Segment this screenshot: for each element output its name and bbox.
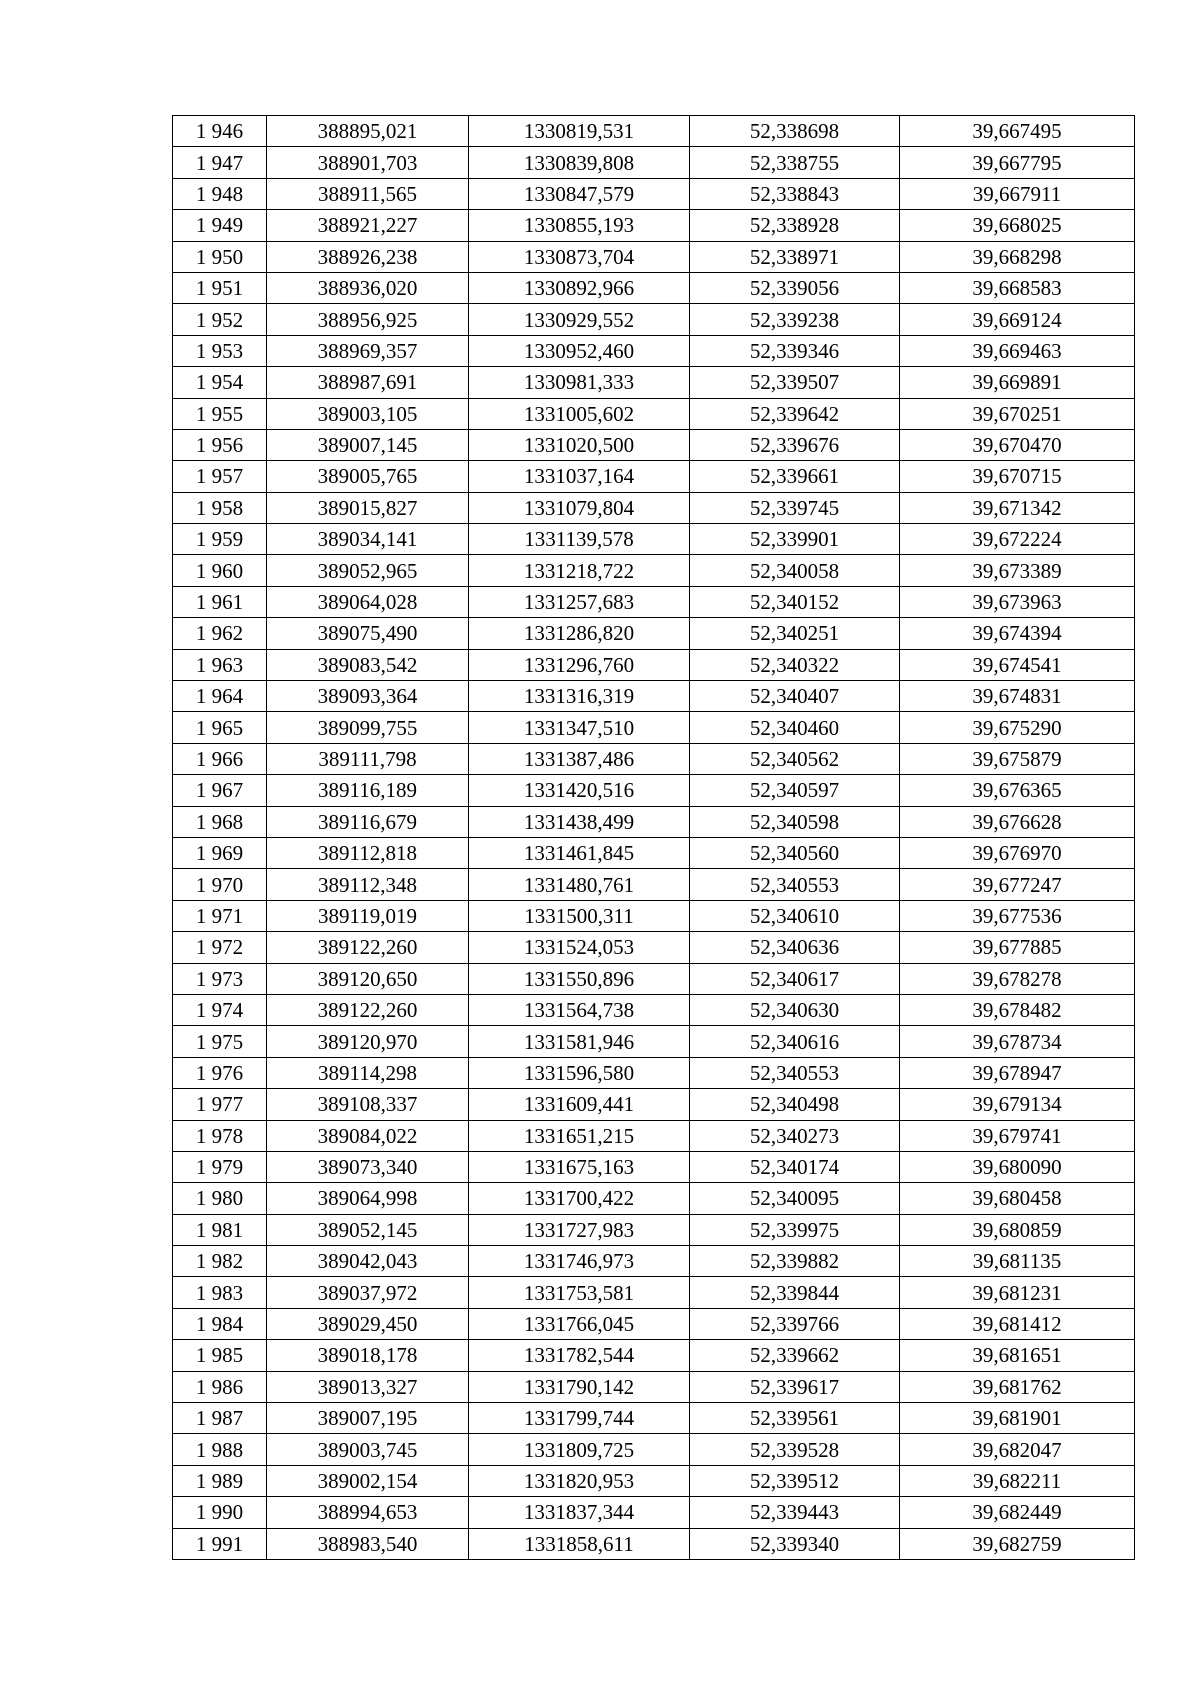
latitude-cell: 52,340174 xyxy=(690,1151,900,1182)
x-coordinate-cell: 389099,755 xyxy=(267,712,469,743)
table-row xyxy=(173,681,1135,712)
latitude-cell: 52,340498 xyxy=(690,1089,900,1120)
longitude-cell: 39,677885 xyxy=(900,932,1135,963)
point-number-cell: 1 948 xyxy=(173,178,267,209)
point-number-cell: 1 951 xyxy=(173,272,267,303)
latitude-cell: 52,339844 xyxy=(690,1277,900,1308)
latitude-cell: 52,340616 xyxy=(690,1026,900,1057)
table-row xyxy=(173,1371,1135,1402)
y-coordinate-cell: 1330847,579 xyxy=(469,178,690,209)
longitude-cell: 39,681762 xyxy=(900,1371,1135,1402)
longitude-cell: 39,681901 xyxy=(900,1403,1135,1434)
longitude-cell: 39,678278 xyxy=(900,963,1135,994)
x-coordinate-cell: 389007,195 xyxy=(267,1403,469,1434)
x-coordinate-cell: 389003,105 xyxy=(267,398,469,429)
longitude-cell: 39,680458 xyxy=(900,1183,1135,1214)
y-coordinate-cell: 1330892,966 xyxy=(469,272,690,303)
point-number-cell: 1 973 xyxy=(173,963,267,994)
latitude-cell: 52,340630 xyxy=(690,994,900,1025)
latitude-cell: 52,339238 xyxy=(690,304,900,335)
x-coordinate-cell: 389083,542 xyxy=(267,649,469,680)
y-coordinate-cell: 1331420,516 xyxy=(469,775,690,806)
longitude-cell: 39,667495 xyxy=(900,116,1135,147)
x-coordinate-cell: 389007,145 xyxy=(267,429,469,460)
table-row xyxy=(173,492,1135,523)
x-coordinate-cell: 388936,020 xyxy=(267,272,469,303)
point-number-cell: 1 981 xyxy=(173,1214,267,1245)
table-row xyxy=(173,1214,1135,1245)
y-coordinate-cell: 1331727,983 xyxy=(469,1214,690,1245)
longitude-cell: 39,669124 xyxy=(900,304,1135,335)
point-number-cell: 1 965 xyxy=(173,712,267,743)
longitude-cell: 39,681651 xyxy=(900,1340,1135,1371)
x-coordinate-cell: 388983,540 xyxy=(267,1528,469,1559)
x-coordinate-cell: 389084,022 xyxy=(267,1120,469,1151)
table-row xyxy=(173,806,1135,837)
latitude-cell: 52,340152 xyxy=(690,586,900,617)
point-number-cell: 1 984 xyxy=(173,1308,267,1339)
latitude-cell: 52,340560 xyxy=(690,837,900,868)
latitude-cell: 52,339661 xyxy=(690,461,900,492)
longitude-cell: 39,677536 xyxy=(900,900,1135,931)
x-coordinate-cell: 389018,178 xyxy=(267,1340,469,1371)
longitude-cell: 39,676970 xyxy=(900,837,1135,868)
longitude-cell: 39,680859 xyxy=(900,1214,1135,1245)
latitude-cell: 52,339507 xyxy=(690,367,900,398)
y-coordinate-cell: 1331524,053 xyxy=(469,932,690,963)
y-coordinate-cell: 1331799,744 xyxy=(469,1403,690,1434)
y-coordinate-cell: 1331820,953 xyxy=(469,1465,690,1496)
table-row xyxy=(173,994,1135,1025)
longitude-cell: 39,673963 xyxy=(900,586,1135,617)
x-coordinate-cell: 389064,998 xyxy=(267,1183,469,1214)
x-coordinate-cell: 389037,972 xyxy=(267,1277,469,1308)
table-row xyxy=(173,335,1135,366)
point-number-cell: 1 969 xyxy=(173,837,267,868)
longitude-cell: 39,677247 xyxy=(900,869,1135,900)
table-row xyxy=(173,1465,1135,1496)
y-coordinate-cell: 1331651,215 xyxy=(469,1120,690,1151)
longitude-cell: 39,679134 xyxy=(900,1089,1135,1120)
point-number-cell: 1 961 xyxy=(173,586,267,617)
table-row xyxy=(173,1026,1135,1057)
latitude-cell: 52,338755 xyxy=(690,147,900,178)
y-coordinate-cell: 1331020,500 xyxy=(469,429,690,460)
x-coordinate-cell: 389042,043 xyxy=(267,1246,469,1277)
x-coordinate-cell: 389112,348 xyxy=(267,869,469,900)
x-coordinate-cell: 388994,653 xyxy=(267,1497,469,1528)
point-number-cell: 1 990 xyxy=(173,1497,267,1528)
y-coordinate-cell: 1331790,142 xyxy=(469,1371,690,1402)
latitude-cell: 52,339901 xyxy=(690,524,900,555)
table-row xyxy=(173,147,1135,178)
point-number-cell: 1 970 xyxy=(173,869,267,900)
y-coordinate-cell: 1331581,946 xyxy=(469,1026,690,1057)
latitude-cell: 52,340598 xyxy=(690,806,900,837)
point-number-cell: 1 985 xyxy=(173,1340,267,1371)
point-number-cell: 1 957 xyxy=(173,461,267,492)
longitude-cell: 39,676628 xyxy=(900,806,1135,837)
y-coordinate-cell: 1331079,804 xyxy=(469,492,690,523)
x-coordinate-cell: 388921,227 xyxy=(267,210,469,241)
table-row xyxy=(173,618,1135,649)
x-coordinate-cell: 389034,141 xyxy=(267,524,469,555)
y-coordinate-cell: 1331005,602 xyxy=(469,398,690,429)
latitude-cell: 52,339056 xyxy=(690,272,900,303)
table-row xyxy=(173,1497,1135,1528)
x-coordinate-cell: 389112,818 xyxy=(267,837,469,868)
longitude-cell: 39,680090 xyxy=(900,1151,1135,1182)
longitude-cell: 39,681412 xyxy=(900,1308,1135,1339)
point-number-cell: 1 960 xyxy=(173,555,267,586)
longitude-cell: 39,674831 xyxy=(900,681,1135,712)
longitude-cell: 39,670715 xyxy=(900,461,1135,492)
x-coordinate-cell: 389108,337 xyxy=(267,1089,469,1120)
latitude-cell: 52,340636 xyxy=(690,932,900,963)
y-coordinate-cell: 1331837,344 xyxy=(469,1497,690,1528)
latitude-cell: 52,339662 xyxy=(690,1340,900,1371)
x-coordinate-cell: 388969,357 xyxy=(267,335,469,366)
point-number-cell: 1 966 xyxy=(173,743,267,774)
x-coordinate-cell: 388987,691 xyxy=(267,367,469,398)
point-number-cell: 1 976 xyxy=(173,1057,267,1088)
table-row xyxy=(173,743,1135,774)
latitude-cell: 52,339561 xyxy=(690,1403,900,1434)
y-coordinate-cell: 1330929,552 xyxy=(469,304,690,335)
coordinates-table xyxy=(172,115,1135,1560)
table-row xyxy=(173,932,1135,963)
longitude-cell: 39,668298 xyxy=(900,241,1135,272)
point-number-cell: 1 964 xyxy=(173,681,267,712)
point-number-cell: 1 967 xyxy=(173,775,267,806)
x-coordinate-cell: 389052,965 xyxy=(267,555,469,586)
x-coordinate-cell: 389002,154 xyxy=(267,1465,469,1496)
y-coordinate-cell: 1330839,808 xyxy=(469,147,690,178)
table-row xyxy=(173,461,1135,492)
latitude-cell: 52,340610 xyxy=(690,900,900,931)
x-coordinate-cell: 389029,450 xyxy=(267,1308,469,1339)
table-row xyxy=(173,1120,1135,1151)
longitude-cell: 39,672224 xyxy=(900,524,1135,555)
table-row xyxy=(173,1246,1135,1277)
x-coordinate-cell: 389120,970 xyxy=(267,1026,469,1057)
latitude-cell: 52,339617 xyxy=(690,1371,900,1402)
latitude-cell: 52,339745 xyxy=(690,492,900,523)
longitude-cell: 39,670251 xyxy=(900,398,1135,429)
table-row xyxy=(173,869,1135,900)
table-row xyxy=(173,1277,1135,1308)
point-number-cell: 1 954 xyxy=(173,367,267,398)
x-coordinate-cell: 389073,340 xyxy=(267,1151,469,1182)
longitude-cell: 39,682047 xyxy=(900,1434,1135,1465)
latitude-cell: 52,340273 xyxy=(690,1120,900,1151)
table-row xyxy=(173,1340,1135,1371)
table-row xyxy=(173,241,1135,272)
table-row xyxy=(173,775,1135,806)
y-coordinate-cell: 1331550,896 xyxy=(469,963,690,994)
table-row xyxy=(173,429,1135,460)
x-coordinate-cell: 389111,798 xyxy=(267,743,469,774)
latitude-cell: 52,339766 xyxy=(690,1308,900,1339)
point-number-cell: 1 949 xyxy=(173,210,267,241)
y-coordinate-cell: 1331609,441 xyxy=(469,1089,690,1120)
x-coordinate-cell: 389005,765 xyxy=(267,461,469,492)
table-row xyxy=(173,1308,1135,1339)
x-coordinate-cell: 389075,490 xyxy=(267,618,469,649)
x-coordinate-cell: 388895,021 xyxy=(267,116,469,147)
y-coordinate-cell: 1331766,045 xyxy=(469,1308,690,1339)
y-coordinate-cell: 1331218,722 xyxy=(469,555,690,586)
y-coordinate-cell: 1331809,725 xyxy=(469,1434,690,1465)
point-number-cell: 1 952 xyxy=(173,304,267,335)
point-number-cell: 1 979 xyxy=(173,1151,267,1182)
latitude-cell: 52,339512 xyxy=(690,1465,900,1496)
latitude-cell: 52,340617 xyxy=(690,963,900,994)
latitude-cell: 52,339346 xyxy=(690,335,900,366)
latitude-cell: 52,340095 xyxy=(690,1183,900,1214)
y-coordinate-cell: 1330981,333 xyxy=(469,367,690,398)
point-number-cell: 1 989 xyxy=(173,1465,267,1496)
x-coordinate-cell: 388926,238 xyxy=(267,241,469,272)
y-coordinate-cell: 1331316,319 xyxy=(469,681,690,712)
longitude-cell: 39,668025 xyxy=(900,210,1135,241)
point-number-cell: 1 980 xyxy=(173,1183,267,1214)
y-coordinate-cell: 1331347,510 xyxy=(469,712,690,743)
latitude-cell: 52,340407 xyxy=(690,681,900,712)
x-coordinate-cell: 389052,145 xyxy=(267,1214,469,1245)
longitude-cell: 39,676365 xyxy=(900,775,1135,806)
longitude-cell: 39,681231 xyxy=(900,1277,1135,1308)
table-row xyxy=(173,649,1135,680)
x-coordinate-cell: 389003,745 xyxy=(267,1434,469,1465)
table-row xyxy=(173,1183,1135,1214)
table-row xyxy=(173,1528,1135,1559)
point-number-cell: 1 991 xyxy=(173,1528,267,1559)
x-coordinate-cell: 389120,650 xyxy=(267,963,469,994)
longitude-cell: 39,667911 xyxy=(900,178,1135,209)
longitude-cell: 39,682759 xyxy=(900,1528,1135,1559)
point-number-cell: 1 978 xyxy=(173,1120,267,1151)
longitude-cell: 39,668583 xyxy=(900,272,1135,303)
table-row xyxy=(173,524,1135,555)
point-number-cell: 1 971 xyxy=(173,900,267,931)
longitude-cell: 39,674394 xyxy=(900,618,1135,649)
table-row xyxy=(173,398,1135,429)
y-coordinate-cell: 1331286,820 xyxy=(469,618,690,649)
latitude-cell: 52,339676 xyxy=(690,429,900,460)
y-coordinate-cell: 1331700,422 xyxy=(469,1183,690,1214)
y-coordinate-cell: 1331387,486 xyxy=(469,743,690,774)
latitude-cell: 52,340597 xyxy=(690,775,900,806)
latitude-cell: 52,338698 xyxy=(690,116,900,147)
latitude-cell: 52,340553 xyxy=(690,869,900,900)
latitude-cell: 52,339340 xyxy=(690,1528,900,1559)
y-coordinate-cell: 1331782,544 xyxy=(469,1340,690,1371)
latitude-cell: 52,338971 xyxy=(690,241,900,272)
x-coordinate-cell: 389119,019 xyxy=(267,900,469,931)
table-row xyxy=(173,712,1135,743)
table-row xyxy=(173,367,1135,398)
longitude-cell: 39,682449 xyxy=(900,1497,1135,1528)
latitude-cell: 52,340562 xyxy=(690,743,900,774)
latitude-cell: 52,340251 xyxy=(690,618,900,649)
y-coordinate-cell: 1330952,460 xyxy=(469,335,690,366)
point-number-cell: 1 988 xyxy=(173,1434,267,1465)
longitude-cell: 39,667795 xyxy=(900,147,1135,178)
point-number-cell: 1 958 xyxy=(173,492,267,523)
latitude-cell: 52,340460 xyxy=(690,712,900,743)
table-row xyxy=(173,178,1135,209)
table-row xyxy=(173,586,1135,617)
point-number-cell: 1 968 xyxy=(173,806,267,837)
y-coordinate-cell: 1331753,581 xyxy=(469,1277,690,1308)
y-coordinate-cell: 1331257,683 xyxy=(469,586,690,617)
longitude-cell: 39,671342 xyxy=(900,492,1135,523)
longitude-cell: 39,670470 xyxy=(900,429,1135,460)
latitude-cell: 52,339642 xyxy=(690,398,900,429)
point-number-cell: 1 962 xyxy=(173,618,267,649)
latitude-cell: 52,338928 xyxy=(690,210,900,241)
x-coordinate-cell: 389093,364 xyxy=(267,681,469,712)
x-coordinate-cell: 389116,189 xyxy=(267,775,469,806)
point-number-cell: 1 947 xyxy=(173,147,267,178)
point-number-cell: 1 983 xyxy=(173,1277,267,1308)
y-coordinate-cell: 1331596,580 xyxy=(469,1057,690,1088)
latitude-cell: 52,340058 xyxy=(690,555,900,586)
x-coordinate-cell: 389122,260 xyxy=(267,932,469,963)
longitude-cell: 39,678947 xyxy=(900,1057,1135,1088)
y-coordinate-cell: 1331037,164 xyxy=(469,461,690,492)
point-number-cell: 1 956 xyxy=(173,429,267,460)
point-number-cell: 1 977 xyxy=(173,1089,267,1120)
x-coordinate-cell: 389064,028 xyxy=(267,586,469,617)
x-coordinate-cell: 389114,298 xyxy=(267,1057,469,1088)
point-number-cell: 1 953 xyxy=(173,335,267,366)
y-coordinate-cell: 1331139,578 xyxy=(469,524,690,555)
x-coordinate-cell: 388901,703 xyxy=(267,147,469,178)
longitude-cell: 39,678734 xyxy=(900,1026,1135,1057)
table-row xyxy=(173,1434,1135,1465)
latitude-cell: 52,339975 xyxy=(690,1214,900,1245)
table-row xyxy=(173,210,1135,241)
y-coordinate-cell: 1331461,845 xyxy=(469,837,690,868)
y-coordinate-cell: 1331564,738 xyxy=(469,994,690,1025)
latitude-cell: 52,340322 xyxy=(690,649,900,680)
longitude-cell: 39,679741 xyxy=(900,1120,1135,1151)
y-coordinate-cell: 1331480,761 xyxy=(469,869,690,900)
y-coordinate-cell: 1330855,193 xyxy=(469,210,690,241)
table-row xyxy=(173,837,1135,868)
point-number-cell: 1 972 xyxy=(173,932,267,963)
coordinates-table-body xyxy=(173,116,1135,1560)
point-number-cell: 1 959 xyxy=(173,524,267,555)
y-coordinate-cell: 1331296,760 xyxy=(469,649,690,680)
point-number-cell: 1 950 xyxy=(173,241,267,272)
longitude-cell: 39,681135 xyxy=(900,1246,1135,1277)
latitude-cell: 52,339528 xyxy=(690,1434,900,1465)
y-coordinate-cell: 1331858,611 xyxy=(469,1528,690,1559)
point-number-cell: 1 974 xyxy=(173,994,267,1025)
latitude-cell: 52,340553 xyxy=(690,1057,900,1088)
point-number-cell: 1 982 xyxy=(173,1246,267,1277)
latitude-cell: 52,338843 xyxy=(690,178,900,209)
point-number-cell: 1 963 xyxy=(173,649,267,680)
y-coordinate-cell: 1331500,311 xyxy=(469,900,690,931)
longitude-cell: 39,669891 xyxy=(900,367,1135,398)
point-number-cell: 1 987 xyxy=(173,1403,267,1434)
y-coordinate-cell: 1331746,973 xyxy=(469,1246,690,1277)
table-row xyxy=(173,1089,1135,1120)
longitude-cell: 39,673389 xyxy=(900,555,1135,586)
longitude-cell: 39,675879 xyxy=(900,743,1135,774)
point-number-cell: 1 986 xyxy=(173,1371,267,1402)
latitude-cell: 52,339882 xyxy=(690,1246,900,1277)
longitude-cell: 39,674541 xyxy=(900,649,1135,680)
table-row xyxy=(173,1057,1135,1088)
latitude-cell: 52,339443 xyxy=(690,1497,900,1528)
point-number-cell: 1 946 xyxy=(173,116,267,147)
x-coordinate-cell: 389015,827 xyxy=(267,492,469,523)
table-row xyxy=(173,304,1135,335)
table-row xyxy=(173,963,1135,994)
longitude-cell: 39,682211 xyxy=(900,1465,1135,1496)
longitude-cell: 39,675290 xyxy=(900,712,1135,743)
point-number-cell: 1 955 xyxy=(173,398,267,429)
table-row xyxy=(173,116,1135,147)
y-coordinate-cell: 1330819,531 xyxy=(469,116,690,147)
y-coordinate-cell: 1331438,499 xyxy=(469,806,690,837)
y-coordinate-cell: 1331675,163 xyxy=(469,1151,690,1182)
y-coordinate-cell: 1330873,704 xyxy=(469,241,690,272)
table-row xyxy=(173,272,1135,303)
x-coordinate-cell: 388956,925 xyxy=(267,304,469,335)
x-coordinate-cell: 388911,565 xyxy=(267,178,469,209)
table-row xyxy=(173,555,1135,586)
x-coordinate-cell: 389013,327 xyxy=(267,1371,469,1402)
table-row xyxy=(173,1403,1135,1434)
x-coordinate-cell: 389122,260 xyxy=(267,994,469,1025)
x-coordinate-cell: 389116,679 xyxy=(267,806,469,837)
longitude-cell: 39,669463 xyxy=(900,335,1135,366)
table-row xyxy=(173,1151,1135,1182)
longitude-cell: 39,678482 xyxy=(900,994,1135,1025)
point-number-cell: 1 975 xyxy=(173,1026,267,1057)
table-row xyxy=(173,900,1135,931)
